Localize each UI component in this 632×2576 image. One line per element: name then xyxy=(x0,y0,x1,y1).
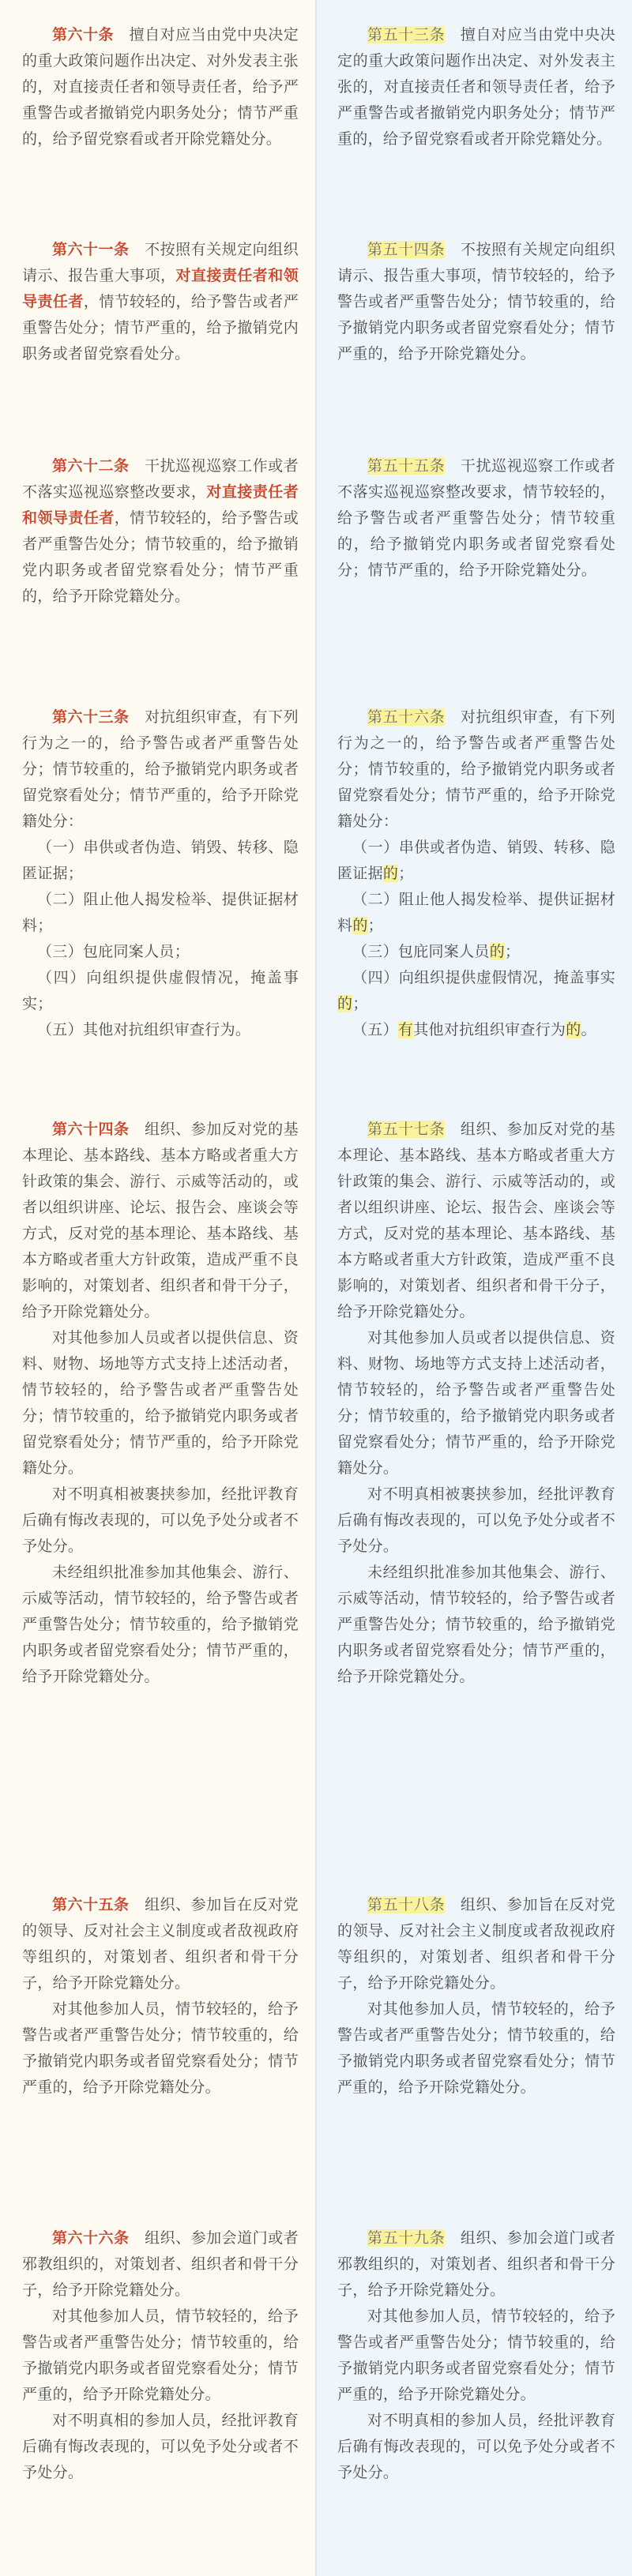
list-item: （二）阻止他人揭发检举、提供证据材料的； xyxy=(337,891,615,934)
paragraph: 未经组织批准参加其他集会、游行、示威等活动，情节较轻的，给予警告或者严重警告处分；情节较重的，给予撤销党内职务或者留党察看处分；情节严重的，给予开除党籍处分。 xyxy=(337,1564,615,1685)
article-number: 第六十五条 xyxy=(52,1896,130,1913)
article-number: 第六十条 xyxy=(52,26,115,43)
article-text: 擅自对应当由党中央决定的重大政策问题作出决定、对外发表主张的，对直接责任者和领导责任者，给予严重警告或者撤销党内职务处分；情节严重的，给予留党察看或者开除党籍处分。 xyxy=(337,26,615,148)
list-item: （三）包庇同案人员； xyxy=(37,943,190,960)
list-item: （三）包庇同案人员的； xyxy=(352,943,521,960)
list-item: （一）串供或者伪造、销毁、转移、隐匿证据； xyxy=(22,839,299,882)
old-version-column xyxy=(316,0,632,2576)
article-number: 第五十八条 xyxy=(367,1896,446,1913)
article-66 xyxy=(22,2225,299,2486)
article-text: 干扰巡视巡察工作或者不落实巡视巡察整改要求， xyxy=(22,457,299,501)
article-55 xyxy=(337,453,615,584)
paragraph: 未经组织批准参加其他集会、游行、示威等活动，情节较轻的，给予警告或者严重警告处分；情节较重的，给予撤销党内职务或者留党察看处分；情节严重的，给予开除党籍处分。 xyxy=(22,1564,299,1685)
highlighted-addition: 的 xyxy=(489,943,506,960)
article-number: 第五十三条 xyxy=(367,26,446,43)
article-text: 对抗组织审查，有下列行为之一的，给予警告或者严重警告处分；情节较重的，给予撤销党内职务或者留党察看处分；情节严重的，给予开除党籍处分： xyxy=(337,708,615,830)
list-item: （五）有其他对抗组织审查行为的。 xyxy=(352,1021,596,1038)
article-text: 组织、参加反对党的基本理论、基本路线、基本方略或者重大方针政策的集会、游行、示威等活动的，或者以组织讲座、论坛、报告会、座谈会等方式，反对党的基本理论、基本路线、基本方略或者重大方针政策，造成严重不良影响的，对策划者、组织者和骨干分子，给予开除党籍处分。 xyxy=(22,1121,299,1320)
article-56 xyxy=(337,704,615,1043)
article-text: 组织、参加会道门或者邪教组织的，对策划者、组织者和骨干分子，给予开除党籍处分。 xyxy=(22,2229,299,2299)
article-text: 擅自对应当由党中央决定的重大政策问题作出决定、对外发表主张的，对直接责任者和领导责任者，给予严重警告或者撤销党内职务处分；情节严重的，给予留党察看或者开除党籍处分。 xyxy=(22,26,299,148)
column-divider xyxy=(315,0,317,2576)
article-63 xyxy=(22,704,299,1043)
article-61 xyxy=(22,237,299,367)
article-text: 不按照有关规定向组织请示、报告重大事项， xyxy=(22,241,299,284)
highlighted-addition: 的 xyxy=(352,917,368,934)
article-number: 第六十二条 xyxy=(52,457,130,475)
article-57 xyxy=(337,1117,615,1690)
article-number: 第六十六条 xyxy=(52,2229,130,2247)
article-number: 第六十三条 xyxy=(52,708,130,726)
article-60 xyxy=(22,22,299,152)
article-58 xyxy=(337,1892,615,2101)
list-item: （五）其他对抗组织审查行为。 xyxy=(37,1021,251,1038)
paragraph: 对不明真相被裹挟参加，经批评教育后确有悔改表现的，可以免予处分或者不予处分。 xyxy=(337,1485,615,1555)
list-item: （四）向组织提供虚假情况，掩盖事实； xyxy=(22,969,299,1012)
highlighted-addition: 对直接责任者和领导责任者 xyxy=(22,267,299,310)
list-item: （四）向组织提供虚假情况，掩盖事实的； xyxy=(337,969,615,1012)
article-text: 不按照有关规定向组织请示、报告重大事项，情节较轻的，给予警告或者严重警告处分；情节较重的，给予撤销党内职务或者留党察看处分；情节严重的，给予开除党籍处分。 xyxy=(337,241,615,362)
article-text: 组织、参加反对党的基本理论、基本路线、基本方略或者重大方针政策的集会、游行、示威等活动的，或者以组织讲座、论坛、报告会、座谈会等方式，反对党的基本理论、基本路线、基本方略或者重大方针政策，造成严重不良影响的，对策划者、组织者和骨干分子，给予开除党籍处分。 xyxy=(337,1121,615,1320)
paragraph: 对不明真相被裹挟参加，经批评教育后确有悔改表现的，可以免予处分或者不予处分。 xyxy=(22,1485,299,1555)
article-number: 第五十六条 xyxy=(367,708,446,726)
paragraph: 对其他参加人员，情节较轻的，给予警告或者严重警告处分；情节较重的，给予撤销党内职务或者留党察看处分；情节严重的，给予开除党籍处分。 xyxy=(22,2000,299,2096)
article-number: 第五十四条 xyxy=(367,241,446,258)
highlighted-addition: 有 xyxy=(397,1021,414,1038)
article-number: 第六十一条 xyxy=(52,241,130,258)
highlighted-addition: 的 xyxy=(566,1021,581,1038)
article-text: 对抗组织审查，有下列行为之一的，给予警告或者严重警告处分；情节较重的，给予撤销党内职务或者留党察看处分；情节严重的，给予开除党籍处分： xyxy=(22,708,299,830)
article-number: 第五十九条 xyxy=(367,2229,446,2247)
article-text: 干扰巡视巡察工作或者不落实巡视巡察整改要求，情节较轻的，给予警告或者严重警告处分；情节较重的，给予撤销党内职务或者留党察看处分；情节严重的，给予开除党籍处分。 xyxy=(337,457,615,579)
article-59 xyxy=(337,2225,615,2486)
article-text: 组织、参加旨在反对党的领导、反对社会主义制度或者敌视政府等组织的，对策划者、组织者和骨干分子，给予开除党籍处分。 xyxy=(22,1896,299,1992)
highlighted-addition: 的 xyxy=(382,865,399,882)
article-number: 第六十四条 xyxy=(52,1121,130,1138)
article-text: 组织、参加旨在反对党的领导、反对社会主义制度或者敌视政府等组织的，对策划者、组织者和骨干分子，给予开除党籍处分。 xyxy=(337,1896,615,1992)
article-54 xyxy=(337,237,615,367)
highlighted-addition: 的 xyxy=(337,995,353,1012)
list-item: （一）串供或者伪造、销毁、转移、隐匿证据的； xyxy=(337,839,615,882)
highlighted-addition: 对直接责任者和领导责任者 xyxy=(22,483,299,527)
paragraph: 对其他参加人员，情节较轻的，给予警告或者严重警告处分；情节较重的，给予撤销党内职务或者留党察看处分；情节严重的，给予开除党籍处分。 xyxy=(337,2000,615,2096)
article-64 xyxy=(22,1117,299,1690)
article-number: 第五十五条 xyxy=(367,457,446,475)
article-text: 组织、参加会道门或者邪教组织的，对策划者、组织者和骨干分子，给予开除党籍处分。 xyxy=(337,2229,615,2299)
article-text: ，情节较轻的，给予警告或者严重警告处分；情节严重的，给予撤销党内职务或者留党察看处分。 xyxy=(22,293,299,362)
list-item: （二）阻止他人揭发检举、提供证据材料； xyxy=(22,891,299,934)
article-number: 第五十七条 xyxy=(367,1121,446,1138)
paragraph: 对不明真相的参加人员，经批评教育后确有悔改表现的，可以免予处分或者不予处分。 xyxy=(22,2412,299,2481)
paragraph: 对其他参加人员或者以提供信息、资料、财物、场地等方式支持上述活动者，情节较轻的，给予警告或者严重警告处分；情节较重的，给予撤销党内职务或者留党察看处分；情节严重的，给予开除党籍处分。 xyxy=(22,1329,299,1477)
paragraph: 对其他参加人员，情节较轻的，给予警告或者严重警告处分；情节较重的，给予撤销党内职务或者留党察看处分；情节严重的，给予开除党籍处分。 xyxy=(337,2308,615,2403)
paragraph: 对其他参加人员或者以提供信息、资料、财物、场地等方式支持上述活动者，情节较轻的，给予警告或者严重警告处分；情节较重的，给予撤销党内职务或者留党察看处分；情节严重的，给予开除党籍处分。 xyxy=(337,1329,615,1477)
article-62 xyxy=(22,453,299,610)
article-text: ，情节较轻的，给予警告或者严重警告处分；情节较重的，给予撤销党内职务或者留党察看处分；情节严重的，给予开除党籍处分。 xyxy=(22,509,299,605)
paragraph: 对其他参加人员，情节较轻的，给予警告或者严重警告处分；情节较重的，给予撤销党内职务或者留党察看处分；情节严重的，给予开除党籍处分。 xyxy=(22,2308,299,2403)
article-53 xyxy=(337,22,615,152)
article-65 xyxy=(22,1892,299,2101)
paragraph: 对不明真相的参加人员，经批评教育后确有悔改表现的，可以免予处分或者不予处分。 xyxy=(337,2412,615,2481)
